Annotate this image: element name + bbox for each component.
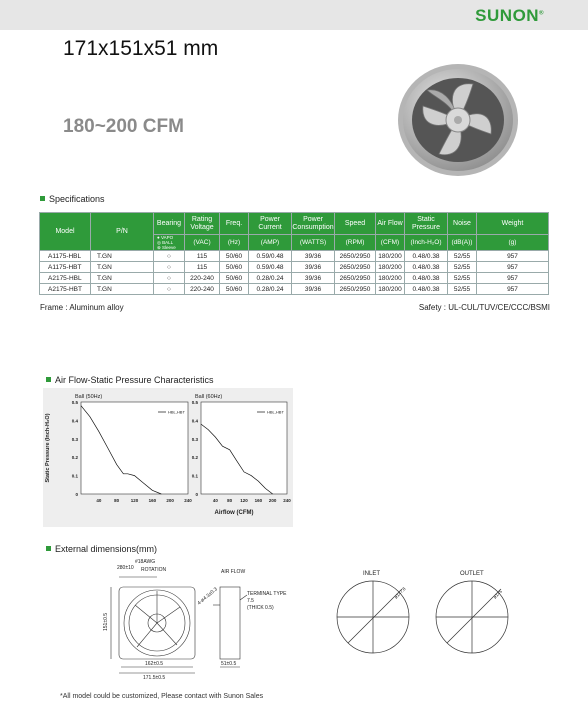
table-cell: ○: [154, 273, 185, 284]
rotation-label: ROTATION: [141, 567, 167, 573]
table-cell: 0.28/0.24: [249, 273, 292, 284]
height-label: 151±0.5: [103, 612, 109, 631]
legend-label: HBL,HBT: [267, 409, 284, 415]
col-pressure: Static Pressure: [405, 213, 448, 235]
x-tick-label: 240: [283, 498, 291, 503]
col-pn: P/N: [91, 213, 154, 251]
y-tick-label: 0.2: [191, 455, 198, 461]
x-tick-label: 40: [212, 498, 218, 503]
col-bearing: Bearing: [154, 213, 185, 235]
depth-label: 51±0.5: [221, 661, 237, 667]
frame-note: Frame : Aluminum alloy: [40, 303, 124, 312]
col-consumption: Power Consumption: [292, 213, 335, 235]
table-cell: 39/36: [292, 284, 335, 295]
terminal-label: TERMINAL TYPE: [247, 591, 287, 597]
inlet-outlet-drawing: [330, 565, 560, 665]
table-row: [40, 273, 549, 284]
section-airflow: Air Flow-Static Pressure Characteristics: [46, 375, 214, 385]
y-tick-label: 0.3: [71, 436, 78, 442]
x-tick-label: 240: [184, 498, 192, 503]
table-cell: 957: [477, 284, 549, 295]
table-row: [40, 251, 549, 262]
x-tick-label: 200: [268, 498, 277, 503]
table-cell: 957: [477, 273, 549, 284]
y-tick-label: 0.4: [71, 418, 78, 424]
col-current: Power Current: [249, 213, 292, 235]
y-tick-label: 0.2: [71, 455, 78, 461]
table-cell: 0.48/0.38: [405, 262, 448, 273]
table-cell: A1175-HBT: [40, 262, 91, 273]
table-cell: 0.48/0.38: [405, 251, 448, 262]
table-cell: 2650/2950: [335, 284, 376, 295]
x-axis-label: Airflow (CFM): [214, 510, 254, 516]
table-row: [40, 284, 549, 295]
footer-note: *All model could be customized, Please contact with Sunon Sales: [60, 693, 264, 700]
table-cell: 115: [185, 251, 220, 262]
col-voltage: Rating Voltage: [185, 213, 220, 235]
fan-photo: [395, 62, 521, 178]
table-cell: 50/60: [220, 262, 249, 273]
safety-note: Safety : UL-CUL/TUV/CE/CCC/BSMI: [418, 303, 550, 312]
x-tick-label: 40: [96, 498, 102, 503]
table-cell: 52/55: [448, 273, 477, 284]
lead-label: 280±10: [117, 565, 134, 571]
table-cell: 2650/2950: [335, 262, 376, 273]
y-tick-label: 0.1: [191, 473, 198, 479]
table-cell: ○: [154, 262, 185, 273]
table-cell: 39/36: [292, 273, 335, 284]
bearing-legend: ● VAPO ◎ BALL ⊗ Sleeve: [154, 235, 185, 251]
table-cell: 0.28/0.24: [249, 284, 292, 295]
width-label-1: 162±0.5: [145, 661, 164, 667]
y-tick-label: 0: [195, 492, 198, 497]
table-cell: 2650/2950: [335, 251, 376, 262]
table-cell: 50/60: [220, 251, 249, 262]
spec-table: Model P/N Bearing Rating Voltage Freq. Power Current Power Consumption Speed Air Flow Static Pressure Noise Weight ● VAPO ◎ BALL ⊗ Sleeve (VAC) (Hz) (AMP) (WATTS) (RPM) (CFM) (Inch-H₂O) (dB(A)) (g) A1175-HBL T.GN ○ 115 50/60 0.59/0.48 39/36 2650/2950 180/200 0.48/0.38 52/55 957 A1175-HBT T.GN ○ 115 50/60 0.59/0.48 39/36 2650/2950 180/200 0.48/0.38 52/55 957 A2175-HBL T.GN ○ 220-240 50/60 0.28/0.24 39/36 2650/2950 180/200 0.48/0.38 52/55 957 A2175-HBT T.GN ○ 220-240 50/60 0.28/0.24 39/36 2650/2950 180/200 0.48/0.38 52/55 957: [39, 212, 549, 295]
table-cell: 957: [477, 262, 549, 273]
table-cell: 0.48/0.38: [405, 273, 448, 284]
table-cell: 0.48/0.38: [405, 284, 448, 295]
plot-area: [201, 402, 287, 494]
svg-text:(THICK 0.5): (THICK 0.5): [247, 605, 274, 611]
airflow-charts: [43, 388, 293, 527]
airflow-label: AIR FLOW: [221, 569, 246, 575]
legend-label: HBL,HBT: [168, 409, 185, 415]
y-tick-label: 0: [75, 492, 78, 497]
table-cell: T.GN: [91, 284, 154, 295]
table-cell: T.GN: [91, 262, 154, 273]
table-cell: 220-240: [185, 284, 220, 295]
inlet-label: INLET: [363, 571, 381, 577]
table-cell: A1175-HBL: [40, 251, 91, 262]
col-speed: Speed: [335, 213, 376, 235]
x-tick-label: 120: [240, 498, 248, 503]
col-airflow: Air Flow: [376, 213, 405, 235]
col-freq: Freq.: [220, 213, 249, 235]
table-cell: ○: [154, 251, 185, 262]
chart-title: Ball (50Hz): [75, 394, 103, 400]
table-cell: 39/36: [292, 262, 335, 273]
chart-title: Ball (60Hz): [195, 394, 223, 400]
hole-label: 4-ø4.3±0.3: [196, 586, 219, 607]
table-cell: 180/200: [376, 284, 405, 295]
outlet-label: OUTLET: [460, 571, 484, 577]
cfm-range: 180~200 CFM: [63, 116, 184, 137]
table-cell: 2650/2950: [335, 273, 376, 284]
table-cell: A2175-HBT: [40, 284, 91, 295]
brand-logo: SUNON®: [475, 6, 544, 25]
table-cell: 0.59/0.48: [249, 262, 292, 273]
x-tick-label: 80: [227, 498, 233, 503]
table-cell: T.GN: [91, 251, 154, 262]
table-cell: 0.59/0.48: [249, 251, 292, 262]
table-cell: 50/60: [220, 273, 249, 284]
width-label-2: 171.5±0.5: [143, 675, 166, 681]
svg-text:ø145: ø145: [492, 588, 503, 600]
dimension-drawing: [95, 555, 305, 690]
table-cell: ○: [154, 284, 185, 295]
y-tick-label: 0.1: [71, 473, 78, 479]
table-cell: 115: [185, 262, 220, 273]
section-specifications: Specifications: [40, 194, 105, 204]
table-cell: 50/60: [220, 284, 249, 295]
col-weight: Weight: [477, 213, 549, 235]
section-external: External dimensions(mm): [46, 544, 157, 554]
table-cell: 180/200: [376, 251, 405, 262]
table-cell: 180/200: [376, 273, 405, 284]
x-tick-label: 160: [254, 498, 263, 503]
y-tick-label: 0.5: [71, 400, 78, 405]
col-model: Model: [40, 213, 91, 251]
y-tick-label: 0.4: [191, 418, 198, 424]
table-cell: 180/200: [376, 262, 405, 273]
svg-text:ø147.8: ø147.8: [393, 586, 407, 600]
table-row: [40, 262, 549, 273]
table-cell: 957: [477, 251, 549, 262]
table-cell: 220-240: [185, 273, 220, 284]
y-axis-label: Static Pressure (Inch-H₂O): [45, 413, 51, 483]
table-cell: A2175-HBL: [40, 273, 91, 284]
table-cell: 39/36: [292, 251, 335, 262]
table-cell: 52/55: [448, 262, 477, 273]
awg-label: #18AWG: [135, 559, 156, 565]
table-cell: 52/55: [448, 284, 477, 295]
plot-area: [81, 402, 188, 494]
x-tick-label: 160: [148, 498, 157, 503]
x-tick-label: 200: [166, 498, 174, 503]
x-tick-label: 80: [114, 498, 120, 503]
table-cell: 52/55: [448, 251, 477, 262]
y-tick-label: 0.3: [191, 436, 198, 442]
svg-text:7.5: 7.5: [247, 598, 254, 604]
x-tick-label: 120: [130, 498, 139, 503]
table-cell: T.GN: [91, 273, 154, 284]
page-title: 171x151x51 mm: [63, 37, 219, 60]
y-tick-label: 0.5: [191, 400, 198, 405]
col-noise: Noise: [448, 213, 477, 235]
